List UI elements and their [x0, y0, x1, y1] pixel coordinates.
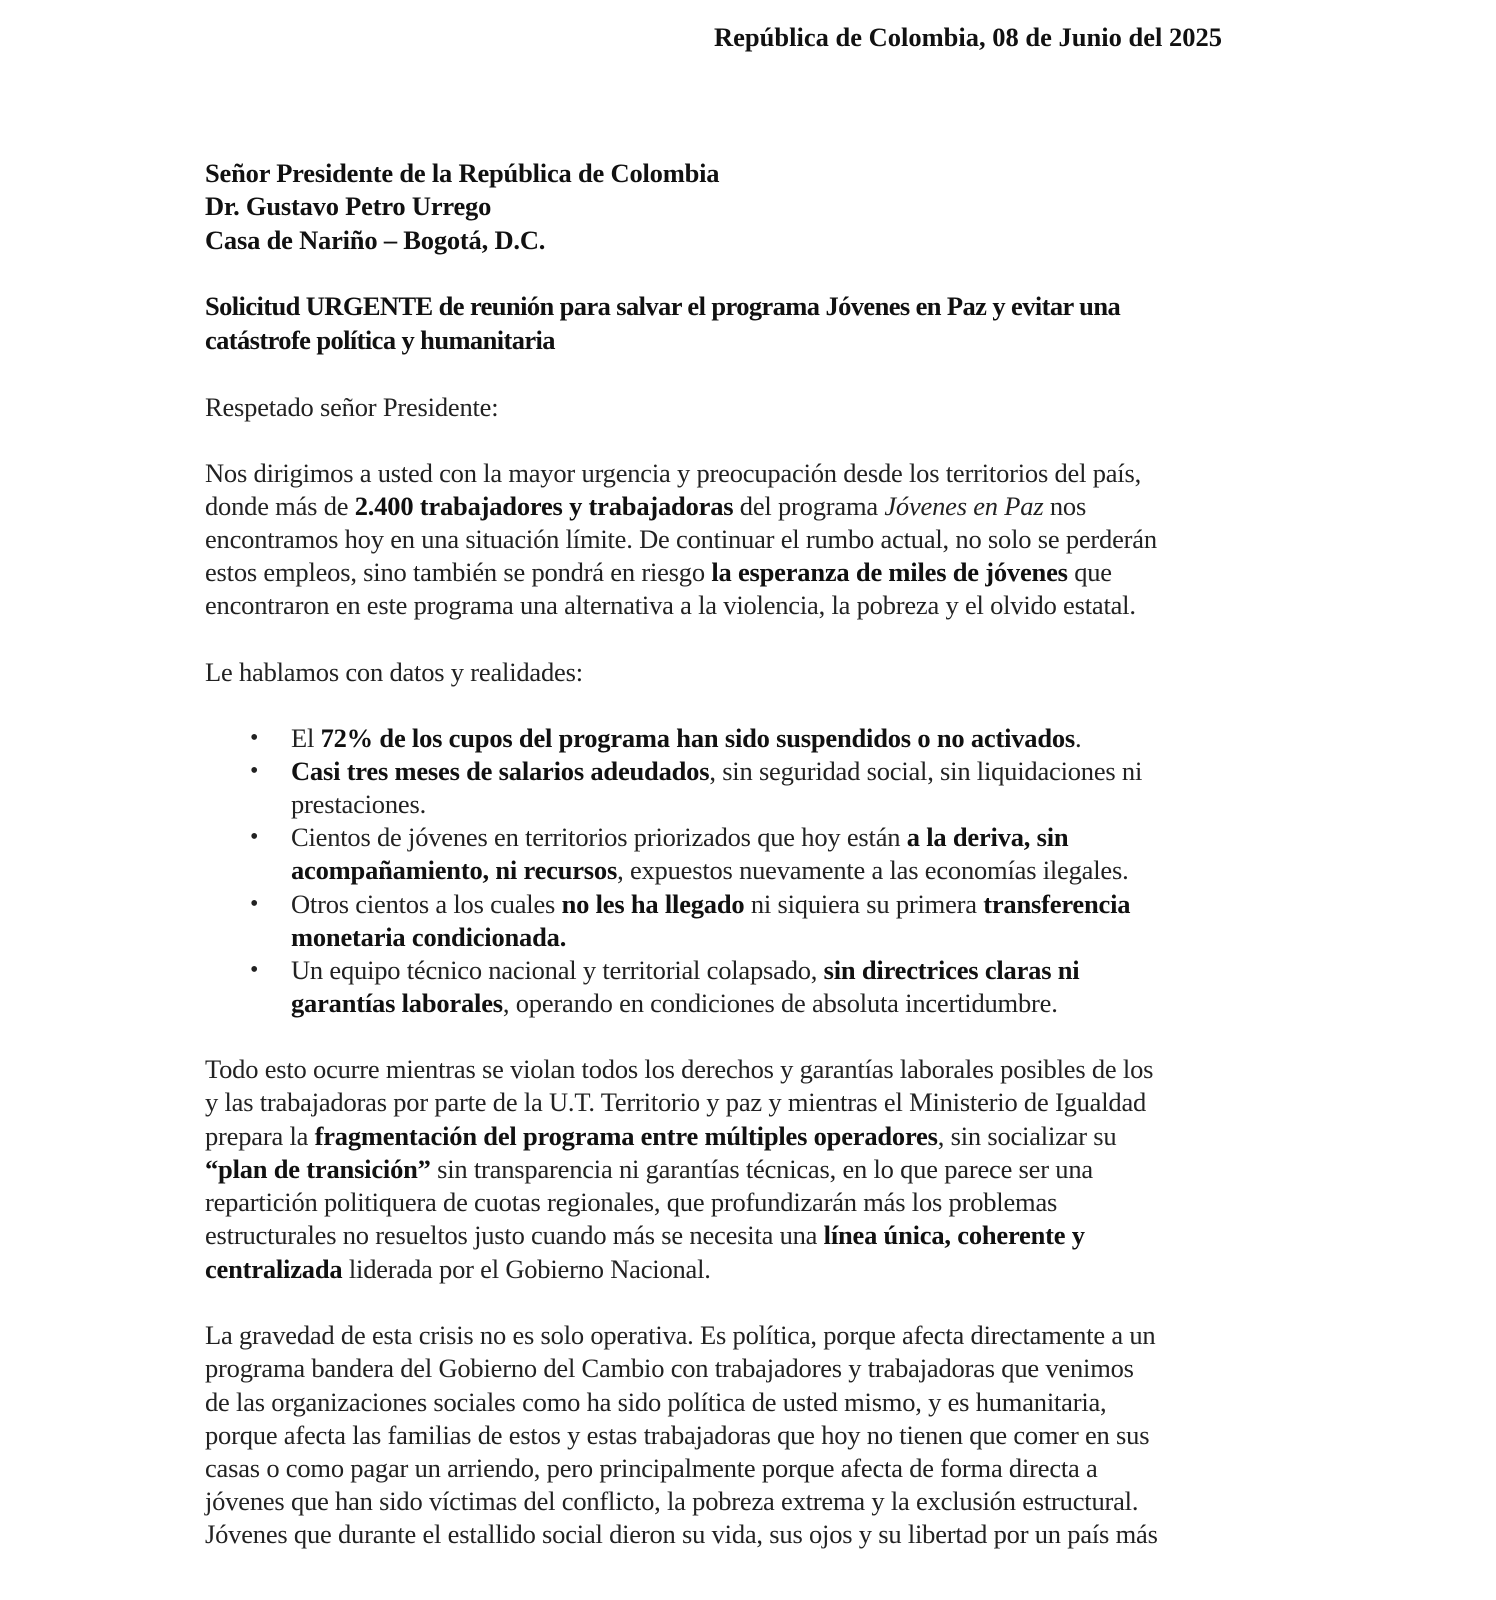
paragraph-1-line: Nos dirigimos a usted con la mayor urgencia y preocupación desde los territorios del país,: [205, 458, 1142, 488]
list-item: [291, 722, 1081, 755]
paragraph-3-line: Jóvenes que durante el estallido social dieron su vida, sus ojos y su libertad por un país más: [205, 1519, 1158, 1549]
bullet-icon: •: [250, 758, 259, 784]
text-run: , sin seguridad social, sin liquidaciones ni: [709, 756, 1143, 786]
text-run: del programa: [733, 491, 885, 521]
text-run: estructurales no resueltos justo cuando más se necesita una: [205, 1220, 824, 1250]
paragraph-2-line: repartición politiquera de cuotas regionales, que profundizarán más los problemas: [205, 1187, 1058, 1217]
list-item-continuation: prestaciones.: [291, 789, 426, 819]
list-item-continuation: [291, 987, 1058, 1020]
bullet-icon: •: [250, 957, 259, 983]
paragraph-2-line: [205, 1253, 711, 1286]
emphasis: Casi tres meses de salarios adeudados: [291, 756, 710, 786]
emphasis: 72% de los cupos del programa han sido suspendidos o no activados: [320, 723, 1076, 753]
text-run: que: [1067, 557, 1112, 587]
text-run: prepara la: [205, 1121, 315, 1151]
emphasis: línea única, coherente y: [823, 1220, 1085, 1250]
bullet-icon: •: [250, 891, 259, 917]
text-run: Cientos de jóvenes en territorios priorizados que hoy están: [291, 822, 907, 852]
bullet-icon: •: [250, 725, 259, 751]
list-intro: Le hablamos con datos y realidades:: [205, 657, 583, 687]
text-run: Un equipo técnico nacional y territorial colapsado,: [291, 955, 824, 985]
emphasis: centralizada: [205, 1254, 343, 1284]
paragraph-1-line: [205, 556, 1112, 589]
date-line: República de Colombia, 08 de Junio del 2025: [714, 22, 1222, 52]
emphasis-hope: la esperanza de miles de jóvenes: [711, 557, 1068, 587]
list-item: [291, 755, 1142, 788]
recipient-address: Casa de Nariño – Bogotá, D.C.: [205, 225, 546, 255]
emphasis: no les ha llegado: [561, 889, 745, 919]
text-run: , expuestos nuevamente a las economías ilegales.: [617, 855, 1129, 885]
text-run: , operando en condiciones de absoluta incertidumbre.: [502, 988, 1058, 1018]
emphasis: sin directrices claras ni: [823, 955, 1080, 985]
paragraph-1-line: encontramos hoy en una situación límite. De continuar el rumbo actual, no solo se perderán: [205, 524, 1157, 554]
text-run: , sin socializar su: [937, 1121, 1117, 1151]
paragraph-3-line: porque afecta las familias de estos y estas trabajadoras que hoy no tienen que comer en sus: [205, 1420, 1150, 1450]
recipient-title: Señor Presidente de la República de Colombia: [205, 158, 720, 188]
subject-line-1: Solicitud URGENTE de reunión para salvar el programa Jóvenes en Paz y evitar una: [205, 291, 1121, 321]
recipient-name: Dr. Gustavo Petro Urrego: [205, 191, 492, 221]
text-run: Otros cientos a los cuales: [291, 889, 562, 919]
paragraph-3-line: jóvenes que han sido víctimas del conflicto, la pobreza extrema y la exclusión estructural.: [205, 1486, 1139, 1516]
emphasis-workers: 2.400 trabajadores y trabajadoras: [354, 491, 734, 521]
list-item: [291, 821, 1068, 854]
paragraph-3-line: programa bandera del Gobierno del Cambio con trabajadores y trabajadoras que venimos: [205, 1353, 1134, 1383]
paragraph-2-line: [205, 1153, 1093, 1186]
emphasis: garantías laborales: [291, 988, 503, 1018]
emphasis: transferencia: [983, 889, 1131, 919]
salutation: Respetado señor Presidente:: [205, 392, 499, 422]
list-item: [291, 954, 1079, 987]
program-name: Jóvenes en Paz: [884, 491, 1044, 521]
list-item: [291, 888, 1130, 921]
text-run: ni siquiera su primera: [744, 889, 984, 919]
emphasis: “plan de transición”: [205, 1154, 431, 1184]
list-item-continuation: [291, 854, 1129, 887]
text-run: estos empleos, sino también se pondrá en riesgo: [205, 557, 712, 587]
emphasis: a la deriva, sin: [906, 822, 1069, 852]
paragraph-3-line: La gravedad de esta crisis no es solo operativa. Es política, porque afecta directamente a un: [205, 1320, 1156, 1350]
emphasis: acompañamiento, ni recursos: [291, 855, 618, 885]
text-run: sin transparencia ni garantías técnicas, en lo que parece ser una: [430, 1154, 1093, 1184]
paragraph-2-line: Todo esto ocurre mientras se violan todos los derechos y garantías laborales posibles de los: [205, 1054, 1154, 1084]
paragraph-3-line: casas o como pagar un arriendo, pero principalmente porque afecta de forma directa a: [205, 1453, 1098, 1483]
paragraph-2-line: y las trabajadoras por parte de la U.T. Territorio y paz y mientras el Ministerio de Igualdad: [205, 1087, 1147, 1117]
text-run: donde más de: [205, 491, 355, 521]
paragraph-1-line: encontraron en este programa una alternativa a la violencia, la pobreza y el olvido estatal.: [205, 590, 1136, 620]
paragraph-2-line: [205, 1120, 1116, 1153]
emphasis: fragmentación del programa entre múltiples operadores: [314, 1121, 938, 1151]
paragraph-2-line: [205, 1219, 1085, 1252]
text-run: .: [1075, 723, 1082, 753]
paragraph-1-line: [205, 490, 1086, 523]
subject-line-2: catástrofe política y humanitaria: [205, 325, 555, 355]
text-run: liderada por el Gobierno Nacional.: [342, 1254, 711, 1284]
paragraph-3-line: de las organizaciones sociales como ha sido política de usted mismo, y es humanitaria,: [205, 1387, 1107, 1417]
text-run: nos: [1043, 491, 1087, 521]
list-item-continuation: monetaria condicionada.: [291, 922, 567, 952]
bullet-icon: •: [250, 824, 259, 850]
text-run: El: [291, 723, 321, 753]
